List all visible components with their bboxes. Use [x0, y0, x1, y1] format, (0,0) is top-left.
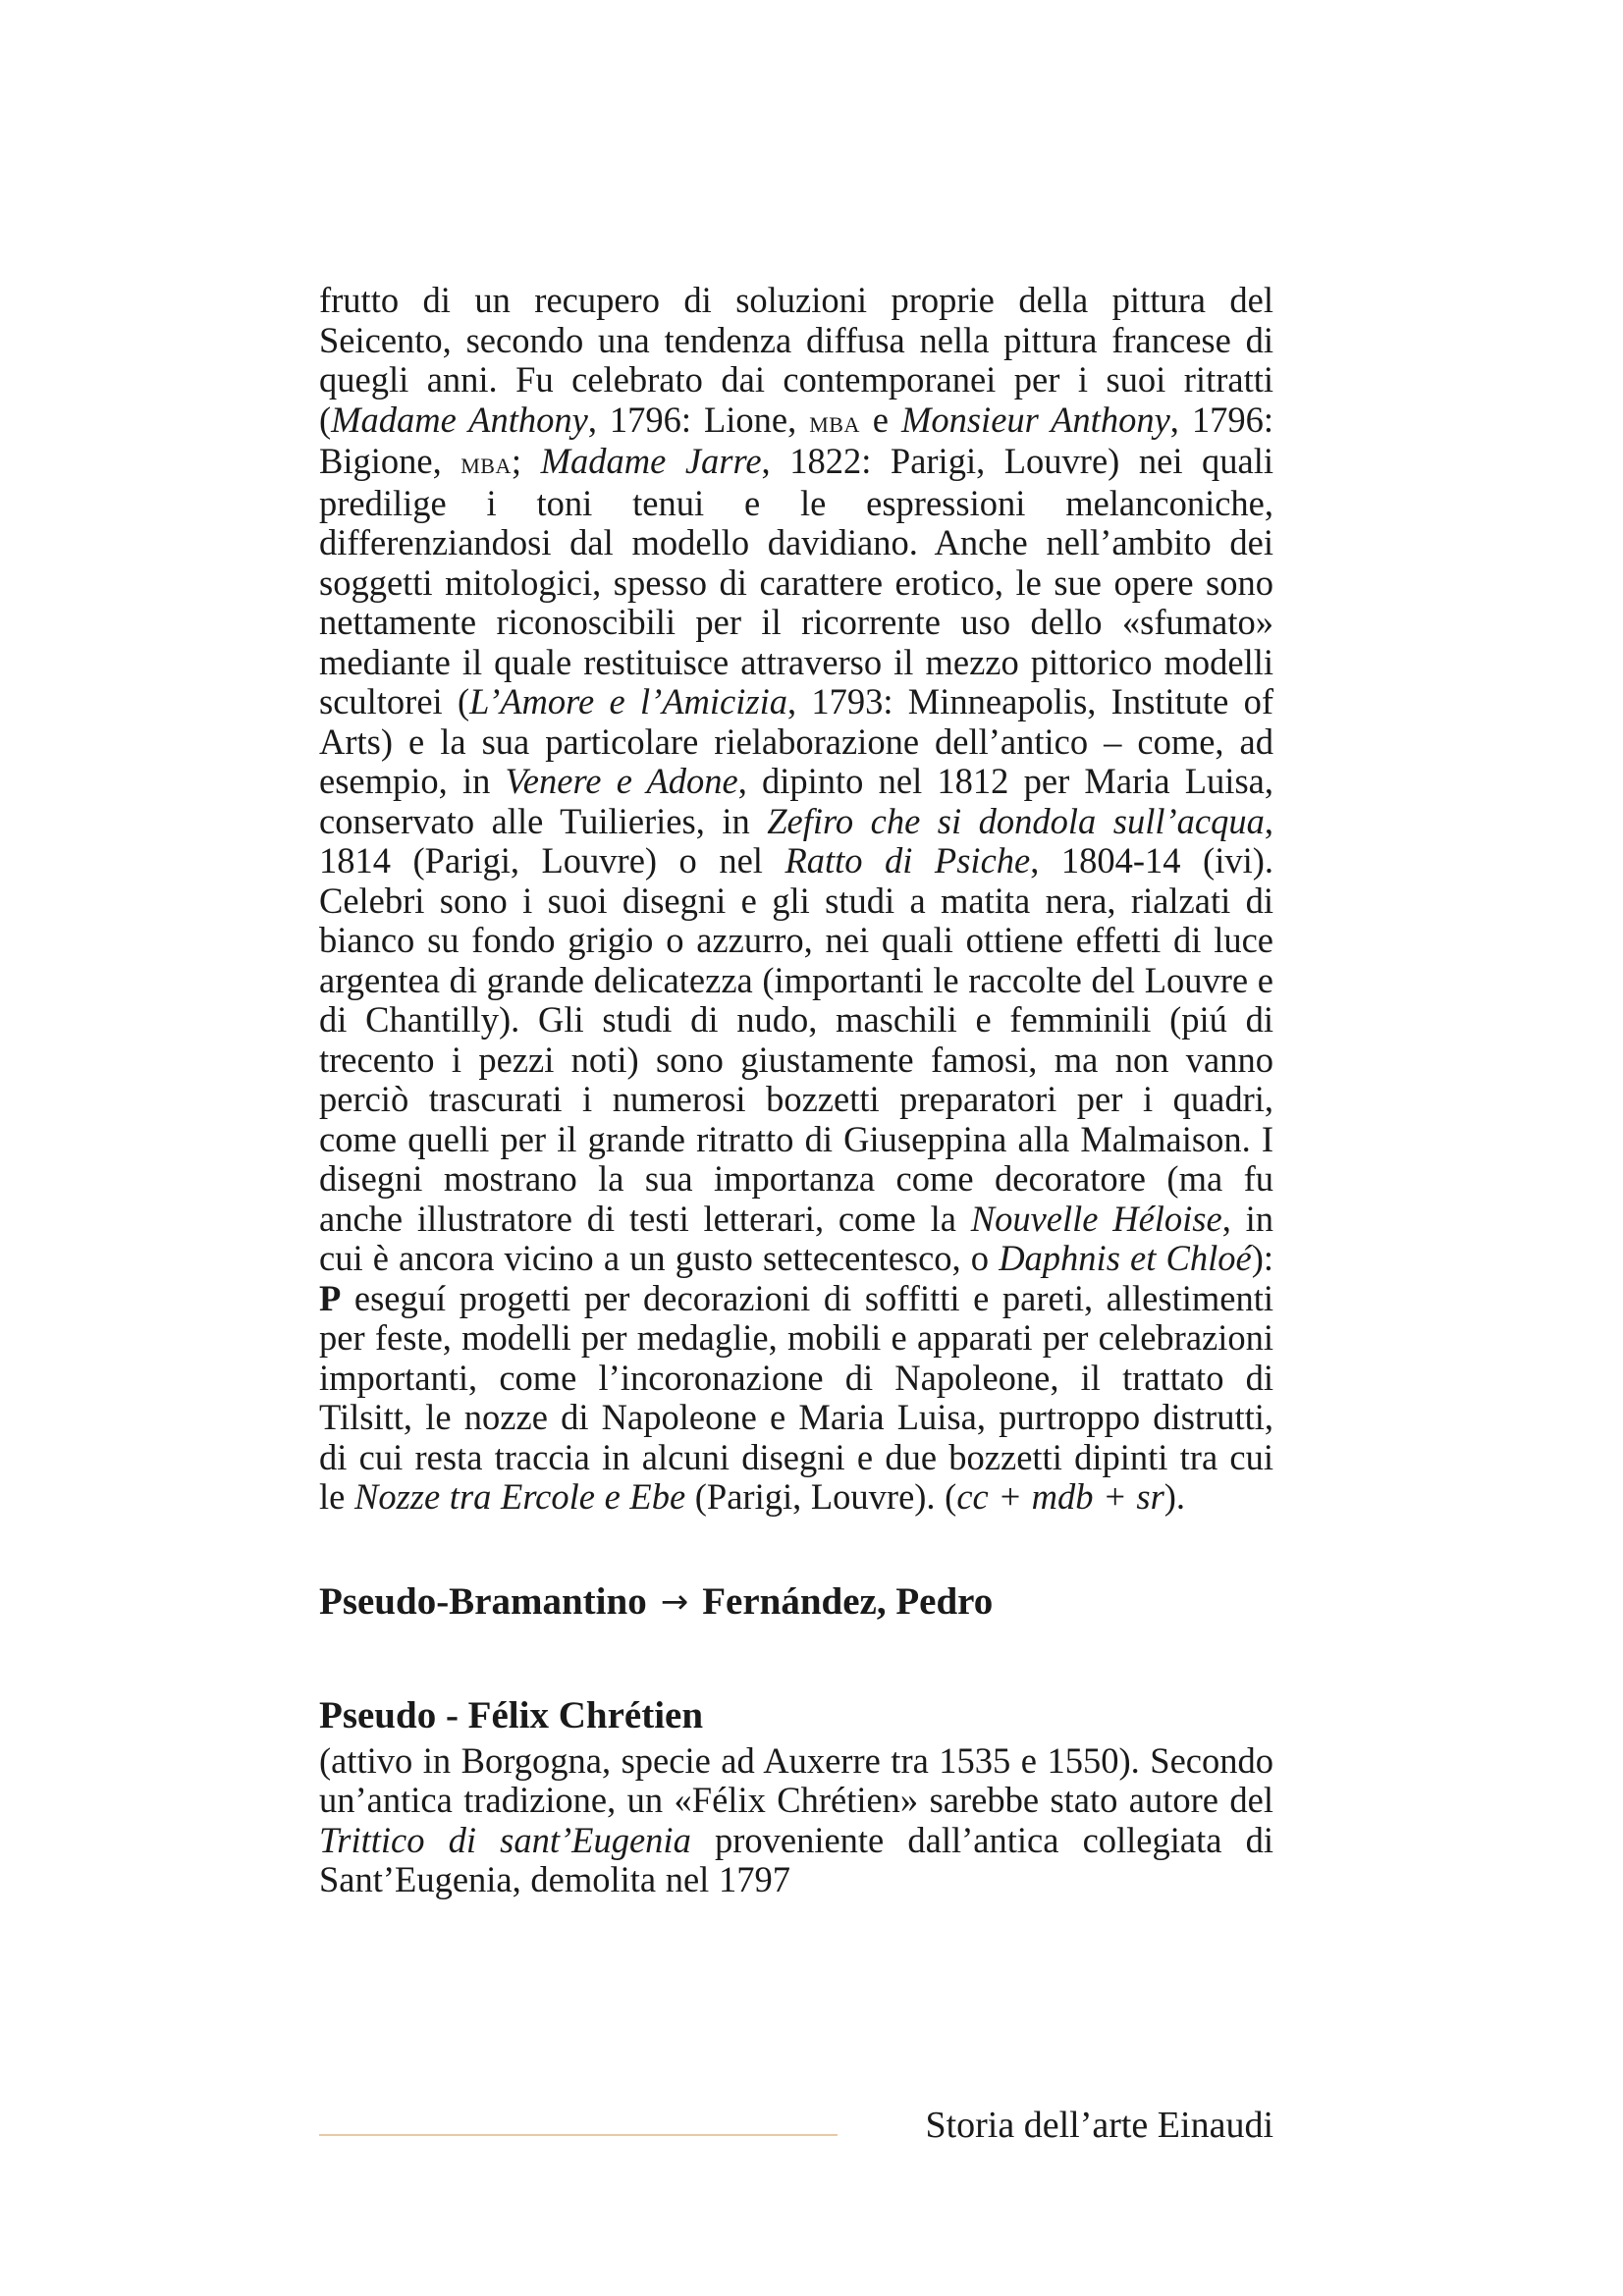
arrow-right-icon: → — [660, 1581, 689, 1622]
entry-name: Pseudo-Bramantino — [319, 1579, 647, 1623]
artwork-title: Ratto di Psiche — [784, 840, 1031, 881]
artwork-title: Zefiro che si dondola sull’acqua — [767, 800, 1265, 841]
artwork-title: Madame Anthony — [331, 399, 588, 440]
text-run: (attivo in Borgogna, specie ad Auxerre tra 1535 e 1550). Secondo un’antica tradizione, un «Félix Chrétien» sarebbe stato autore del — [319, 1739, 1273, 1820]
text-run: eseguí progetti per decorazioni di soffitti e pareti, allestimenti per feste, modelli per medaglie, mobili e apparati per celebrazioni importanti, come l’incoronazione di Napoleone, il trattato di Tilsitt, le nozze di Napoleone e Maria Luisa, purtroppo distrutti, di cui resta traccia in alcuni disegni e due bozzetti dipinti tra cui le — [319, 1277, 1273, 1517]
artwork-title: L’Amore e l’Amicizia — [469, 681, 787, 721]
text-run: , 1796: Lione, — [587, 399, 810, 440]
artwork-title: Daphnis et Chloé — [999, 1238, 1252, 1278]
text-run: , in cui è ancora vicino a un gusto settecentesco, o — [319, 1198, 1273, 1278]
text-column — [319, 281, 1273, 1900]
artwork-title: Nouvelle Héloise — [970, 1198, 1222, 1239]
text-run: ; — [511, 441, 541, 481]
text-run: ). — [1163, 1476, 1186, 1517]
publication-title: Storia dell’arte Einaudi — [925, 2105, 1273, 2146]
footer-rule — [319, 2134, 838, 2136]
page-footer — [319, 2101, 1273, 2160]
text-run: frutto di un recupero di soluzioni proprie della pittura del Seicento, secondo una tendenza diffusa nella pittura francese di quegli anni. Fu celebrato dai contemporanei per i suoi ritratti ( — [319, 280, 1273, 440]
text-run: e — [859, 399, 901, 440]
body-paragraph-continued — [319, 281, 1273, 1518]
text-run: proveniente dall’antica collegiata di Sant’Eugenia, demolita nel 1797 — [319, 1819, 1273, 1899]
reference-target: Fernández, Pedro — [702, 1579, 994, 1623]
museum-abbreviation: mba — [809, 403, 860, 439]
text-run: , 1796: Bigione, — [319, 399, 1273, 481]
entry-heading: Pseudo - Félix Chrétien — [319, 1693, 704, 1736]
text-run: (Parigi, Louvre). ( — [685, 1476, 957, 1517]
museum-abbreviation: mba — [460, 446, 512, 480]
artwork-title: Monsieur Anthony — [900, 399, 1170, 440]
text-run: ): — [1251, 1238, 1273, 1278]
text-run: , 1814 (Parigi, Louvre) o nel — [319, 800, 1273, 881]
entry-paragraph — [319, 1741, 1273, 1900]
text-run: , dipinto nel 1812 per Maria Luisa, conservato alle Tuilieries, in — [319, 761, 1273, 841]
artwork-title: Venere e Adone — [505, 761, 738, 801]
author-initials: cc + mdb + sr — [956, 1476, 1164, 1517]
artwork-title: Nozze tra Ercole e Ebe — [353, 1476, 686, 1517]
text-run: , 1804-14 (ivi). Celebri sono i suoi disegni e gli studi a matita nera, rialzati di bianco su fondo grigio o azzurro, nei quali ottiene effetti di luce argentea di grande delicatezza (importanti le raccolte del Louvre e di Chantilly). Gli studi di nudo, maschili e femminili (piú di trecento i pezzi noti) sono giustamente famosi, ma non vanno perciò trascurati i numerosi bozzetti preparatori per i quadri, come quelli per il grande ritratto di Giuseppina alla Malmaison. I disegni mostrano la sua importanza come decoratore (ma fu anche illustratore di testi letterari, come la — [319, 840, 1274, 1239]
text-run: , 1822: Parigi, Louvre) nei quali predilige i toni tenui e le espressioni melanconiche, differenziandosi dal modello davidiano. Anche nell’ambito dei soggetti mitologici, spesso di carattere erotico, le sue opere sono nettamente riconoscibili per il ricorrente uso dello «sfumato» mediante il quale restituisce attraverso il mezzo pittorico modelli scultorei ( — [319, 441, 1273, 721]
entry-initial: P — [319, 1277, 342, 1318]
cross-reference-heading — [319, 1580, 1273, 1624]
artwork-title: Trittico di sant’Eugenia — [319, 1819, 691, 1860]
artwork-title: Madame Jarre — [540, 441, 762, 481]
text-run: , 1793: Minneapolis, Institute of Arts) e la sua particolare rielaborazione dell’antico – come, ad esempio, in — [319, 681, 1273, 801]
